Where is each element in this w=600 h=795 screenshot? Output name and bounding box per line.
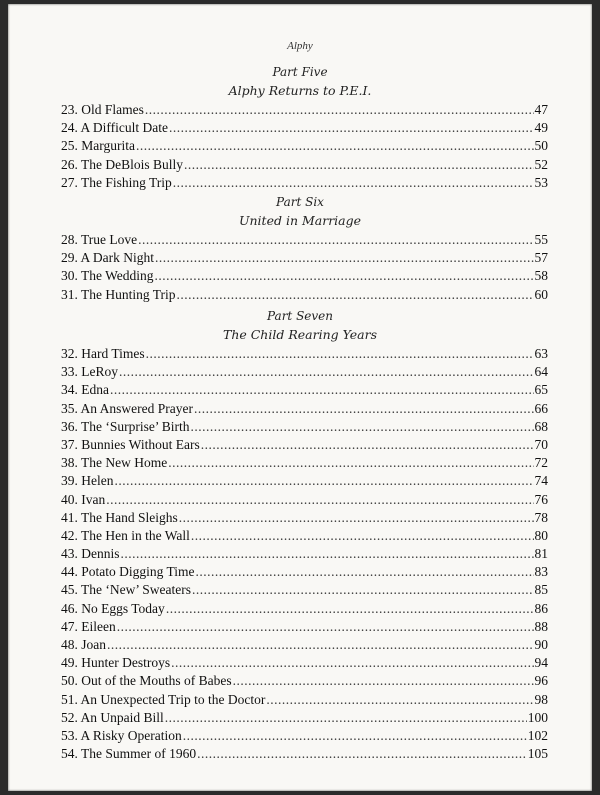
dot-leader bbox=[107, 636, 534, 654]
entry-page-number: 98 bbox=[534, 691, 548, 707]
dot-leader bbox=[201, 436, 534, 454]
entry-page-number: 49 bbox=[534, 120, 548, 136]
toc-entry bbox=[61, 472, 548, 490]
entry-page-number: 66 bbox=[534, 400, 548, 416]
entry-title: 45. The ‘New’ Sweaters bbox=[61, 582, 191, 598]
entry-title: 29. A Dark Night bbox=[61, 250, 154, 266]
dot-leader bbox=[145, 101, 534, 119]
entry-title: 25. Margurita bbox=[61, 138, 135, 154]
part-six-section bbox=[8, 194, 592, 304]
toc-entry bbox=[61, 672, 548, 690]
dot-leader bbox=[197, 745, 527, 763]
entry-title: 54. The Summer of 1960 bbox=[61, 746, 197, 762]
toc-entry bbox=[61, 156, 548, 174]
entry-page-number: 94 bbox=[534, 655, 548, 671]
entry-title: 44. Potato Digging Time bbox=[61, 564, 195, 580]
entry-page-number: 57 bbox=[534, 250, 548, 266]
dot-leader bbox=[196, 563, 534, 581]
toc-entry bbox=[61, 581, 548, 599]
entry-page-number: 85 bbox=[534, 582, 548, 598]
entry-page-number: 88 bbox=[534, 618, 548, 634]
entry-page-number: 78 bbox=[534, 509, 548, 525]
dot-leader bbox=[155, 249, 534, 267]
dot-leader bbox=[155, 267, 534, 285]
part-five-section bbox=[8, 64, 592, 192]
entry-title: 23. Old Flames bbox=[61, 102, 144, 117]
entry-title: 28. True Love bbox=[61, 232, 138, 247]
toc-entry bbox=[61, 436, 548, 454]
entry-title: 39. Helen bbox=[61, 473, 114, 489]
toc-entry bbox=[61, 600, 548, 618]
toc-list bbox=[8, 101, 592, 192]
toc-entry bbox=[61, 545, 548, 563]
entry-page-number: 60 bbox=[534, 286, 548, 302]
entry-page-number: 90 bbox=[534, 637, 548, 652]
part-title: Part Seven bbox=[267, 309, 333, 323]
dot-leader bbox=[184, 156, 533, 174]
part-subtitle: The Child Rearing Years bbox=[222, 327, 377, 342]
dot-leader bbox=[191, 527, 534, 545]
part-seven-section bbox=[8, 308, 592, 763]
entry-page-number: 81 bbox=[534, 546, 548, 562]
toc-entry bbox=[61, 563, 548, 581]
dot-leader bbox=[121, 545, 534, 563]
dot-leader bbox=[233, 672, 534, 690]
dot-leader bbox=[194, 400, 534, 418]
entry-page-number: 53 bbox=[534, 174, 548, 190]
entry-page-number: 96 bbox=[534, 673, 548, 689]
dot-leader bbox=[136, 137, 534, 155]
toc-list bbox=[8, 345, 592, 763]
part-subtitle: Alphy Returns to P.E.I. bbox=[228, 83, 372, 98]
entry-title: 32. Hard Times bbox=[61, 346, 145, 361]
entry-page-number: 102 bbox=[527, 727, 548, 743]
dot-leader bbox=[177, 286, 534, 304]
toc-entry bbox=[61, 691, 548, 709]
toc-entry bbox=[61, 174, 548, 192]
toc-entry bbox=[61, 286, 548, 304]
dot-leader bbox=[146, 345, 534, 363]
toc-entry bbox=[61, 418, 548, 436]
entry-title: 50. Out of the Mouths of Babes bbox=[61, 673, 232, 689]
entry-page-number: 74 bbox=[534, 473, 548, 489]
toc-entry bbox=[61, 527, 548, 545]
entry-page-number: 76 bbox=[534, 491, 548, 507]
entry-page-number: 58 bbox=[534, 268, 548, 284]
dot-leader bbox=[165, 709, 527, 727]
part-subtitle: United in Marriage bbox=[238, 213, 362, 228]
dot-leader bbox=[266, 691, 533, 709]
entry-title: 47. Eileen bbox=[61, 618, 116, 634]
entry-page-number: 100 bbox=[527, 709, 548, 725]
entry-page-number: 63 bbox=[534, 346, 548, 361]
entry-title: 53. A Risky Operation bbox=[61, 727, 182, 743]
running-head: Alphy bbox=[287, 40, 313, 52]
dot-leader bbox=[117, 618, 534, 636]
dot-leader bbox=[114, 472, 533, 490]
dot-leader bbox=[190, 418, 533, 436]
dot-leader bbox=[171, 654, 533, 672]
toc-entry bbox=[61, 119, 548, 137]
dot-leader bbox=[169, 119, 534, 137]
toc-list bbox=[8, 231, 592, 304]
entry-title: 24. A Difficult Date bbox=[61, 120, 168, 136]
toc-entry bbox=[61, 709, 548, 727]
entry-title: 37. Bunnies Without Ears bbox=[61, 436, 200, 452]
entry-page-number: 68 bbox=[534, 418, 548, 434]
toc-entry bbox=[61, 654, 548, 672]
entry-title: 46. No Eggs Today bbox=[61, 600, 165, 616]
entry-title: 34. Edna bbox=[61, 382, 109, 398]
dot-leader bbox=[106, 491, 533, 509]
entry-title: 33. LeRoy bbox=[61, 364, 118, 380]
dot-leader bbox=[110, 381, 534, 399]
toc-entry bbox=[61, 454, 548, 472]
entry-page-number: 80 bbox=[534, 527, 548, 543]
entry-page-number: 105 bbox=[527, 746, 548, 762]
toc-entry bbox=[61, 363, 548, 381]
entry-title: 26. The DeBlois Bully bbox=[61, 156, 184, 172]
dot-leader bbox=[192, 581, 534, 599]
toc-entry bbox=[61, 745, 548, 763]
entry-title: 48. Joan bbox=[61, 637, 106, 652]
entry-title: 43. Dennis bbox=[61, 546, 120, 562]
entry-page-number: 65 bbox=[534, 382, 548, 398]
part-title: Part Five bbox=[272, 65, 328, 79]
toc-entry bbox=[61, 491, 548, 509]
toc-entry bbox=[61, 137, 548, 155]
toc-entry bbox=[61, 400, 548, 418]
toc-entry bbox=[61, 267, 548, 285]
entry-page-number: 70 bbox=[534, 436, 548, 452]
entry-title: 49. Hunter Destroys bbox=[61, 655, 171, 671]
entry-page-number: 83 bbox=[534, 564, 548, 580]
toc-entry bbox=[61, 231, 548, 249]
toc-entry bbox=[61, 727, 548, 745]
toc-entry bbox=[61, 249, 548, 267]
toc-entry bbox=[61, 381, 548, 399]
entry-page-number: 86 bbox=[534, 600, 548, 616]
dot-leader bbox=[179, 509, 534, 527]
toc-entry bbox=[61, 618, 548, 636]
book-page bbox=[8, 4, 592, 791]
entry-title: 52. An Unpaid Bill bbox=[61, 709, 164, 725]
dot-leader bbox=[183, 727, 527, 745]
toc-entry bbox=[61, 636, 548, 654]
toc-entry bbox=[61, 345, 548, 363]
entry-title: 36. The ‘Surprise’ Birth bbox=[61, 418, 190, 434]
dot-leader bbox=[166, 600, 534, 618]
entry-title: 27. The Fishing Trip bbox=[61, 174, 172, 190]
entry-title: 38. The New Home bbox=[61, 455, 168, 471]
entry-title: 40. Ivan bbox=[61, 491, 106, 507]
entry-page-number: 52 bbox=[534, 156, 548, 172]
dot-leader bbox=[119, 363, 534, 381]
entry-page-number: 72 bbox=[534, 455, 548, 471]
dot-leader bbox=[138, 231, 533, 249]
toc-entry bbox=[61, 509, 548, 527]
entry-title: 51. An Unexpected Trip to the Doctor bbox=[61, 691, 266, 707]
entry-title: 30. The Wedding bbox=[61, 268, 154, 284]
entry-title: 35. An Answered Prayer bbox=[61, 400, 193, 416]
entry-title: 31. The Hunting Trip bbox=[61, 286, 176, 302]
entry-page-number: 50 bbox=[534, 138, 548, 154]
entry-page-number: 55 bbox=[534, 232, 548, 247]
entry-title: 42. The Hen in the Wall bbox=[61, 527, 190, 543]
dot-leader bbox=[173, 174, 534, 192]
entry-title: 41. The Hand Sleighs bbox=[61, 509, 178, 525]
part-title: Part Six bbox=[276, 195, 324, 209]
dot-leader bbox=[168, 454, 533, 472]
toc-entry bbox=[61, 101, 548, 119]
entry-page-number: 64 bbox=[534, 364, 548, 380]
entry-page-number: 47 bbox=[534, 102, 548, 117]
